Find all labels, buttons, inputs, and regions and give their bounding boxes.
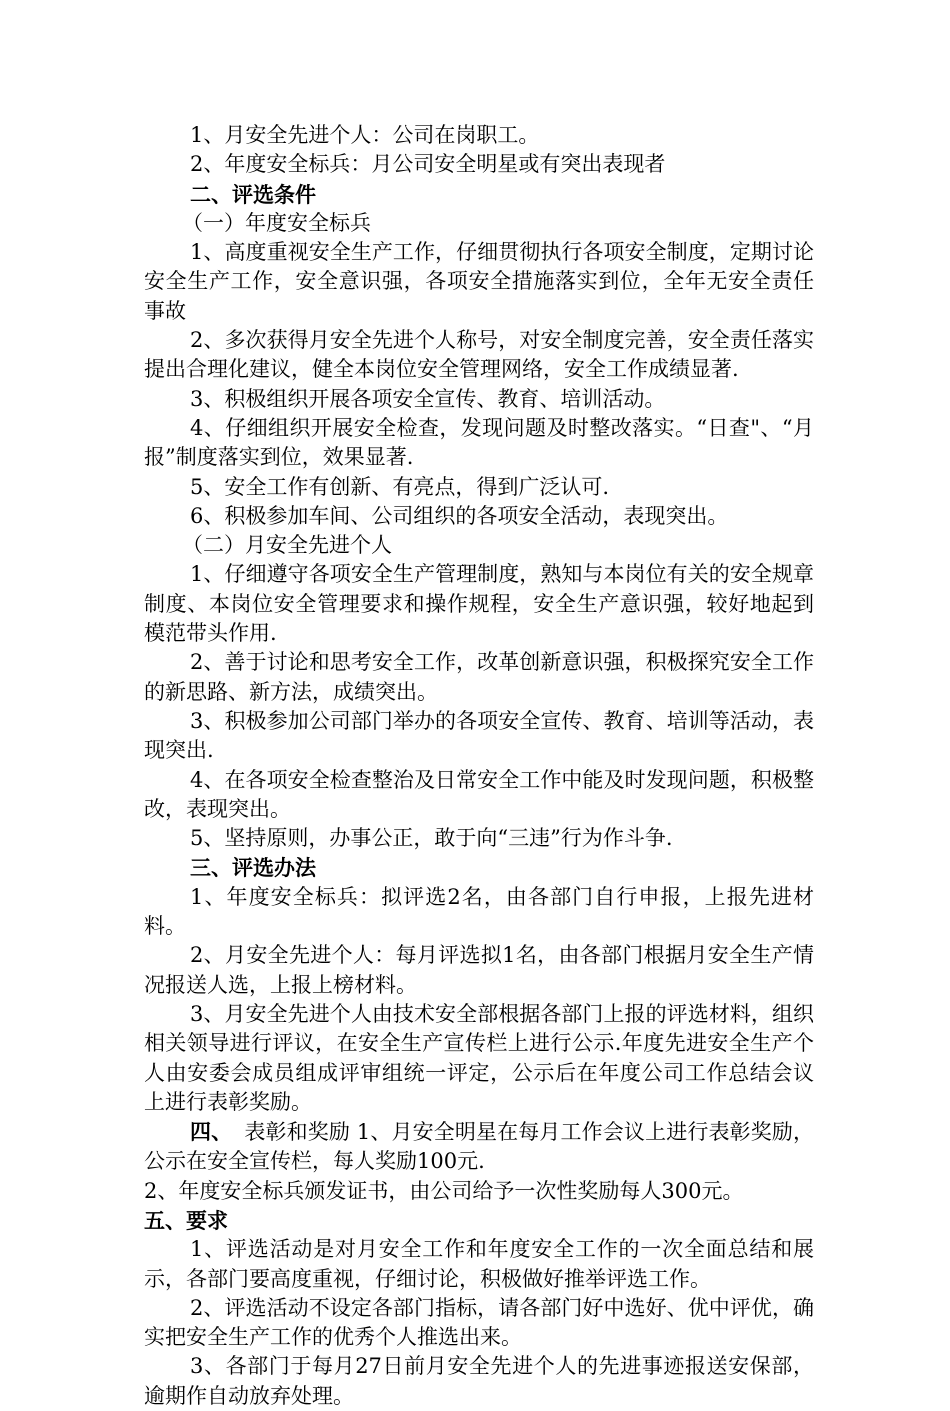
paragraph-rewards-annual: 2、年度安全标兵颁发证书，由公司给予一次性奖励每人300元。: [144, 1178, 744, 1203]
paragraph-requirement-3: 3、各部门于每月27日前月安全先进个人的先进事迹报送安保部，逾期作自动放弃处理。: [144, 1354, 814, 1408]
paragraph-method-3: 3、月安全先进个人由技术安全部根据各部门上报的评选材料，组织相关领导进行评议，在安全生产宣传栏上进行公示.年度先进安全生产个人由安委会成员组成评审组统一评定，公示后在年度公司工作总结会议上进行表彰奖励。: [144, 1001, 814, 1114]
paragraph-requirement-2: 2、评选活动不设定各部门指标，请各部门好中选好、优中评优，确实把安全生产工作的优秀个人推选出来。: [144, 1295, 814, 1350]
subsection-heading-annual: （一）年度安全标兵: [182, 210, 371, 235]
paragraph-monthly-criterion-1: 1、仔细遵守各项安全生产管理制度，熟知与本岗位有关的安全规章制度、本岗位安全管理要求和操作规程，安全生产意识强，较好地起到模范带头作用.: [144, 562, 814, 646]
paragraph-requirement-1: 1、评选活动是对月安全工作和年度安全工作的一次全面总结和展示，各部门要高度重视，仔细讨论，积极做好推举评选工作。: [144, 1237, 814, 1291]
paragraph-monthly-criterion-4: 4、在各项安全检查整治及日常安全工作中能及时发现问题，积极整改，表现突出。: [144, 767, 814, 821]
paragraph-eligibility-monthly: 1、月安全先进个人：公司在岗职工。: [190, 123, 540, 147]
section-heading-requirements: 五、要求: [144, 1207, 228, 1233]
paragraph-monthly-criterion-3: 3、积极参加公司部门举办的各项安全宣传、教育、培训等活动，表现突出.: [144, 708, 814, 763]
section-heading-method: 三、评选办法: [190, 855, 316, 881]
section-heading-rewards: 四、: [190, 1119, 233, 1145]
document-body: [144, 121, 814, 1411]
paragraph-method-1: 1、年度安全标兵：拟评选2名，由各部门自行申报，上报先进材料。: [144, 884, 814, 939]
paragraph-monthly-criterion-2: 2、善于讨论和思考安全工作，改革创新意识强，积极探究安全工作的新思路、新方法，成绩突出。: [144, 650, 814, 704]
subsection-heading-monthly: （二）月安全先进个人: [182, 533, 392, 558]
paragraph-monthly-criterion-5: 5、坚持原则，办事公正，敢于向“三违”行为作斗争.: [190, 826, 673, 851]
paragraph-annual-criterion-1: 1、高度重视安全生产工作，仔细贯彻执行各项安全制度，定期讨论安全生产工作，安全意识强，各项安全措施落实到位，全年无安全责任事故: [144, 240, 814, 323]
paragraph-rewards-text: 表彰和奖励 1、月安全明星在每月工作会议上进行表彰奖励，公示在安全宣传栏，每人奖励100元.: [144, 1120, 814, 1174]
paragraph-eligibility-annual: 2、年度安全标兵：月公司安全明星或有突出表现者: [190, 152, 666, 177]
paragraph-annual-criterion-5: 5、安全工作有创新、有亮点，得到广泛认可.: [190, 474, 610, 499]
section-heading-criteria: 二、评选条件: [190, 181, 316, 207]
paragraph-annual-criterion-3: 3、积极组织开展各项安全宣传、教育、培训活动。: [190, 386, 666, 411]
paragraph-annual-criterion-4: 4、仔细组织开展安全检查，发现问题及时整改落实。“日查"、“月报”制度落实到位，效果显著.: [144, 415, 814, 470]
paragraph-rewards: [144, 1117, 814, 1177]
paragraph-annual-criterion-2: 2、多次获得月安全先进个人称号，对安全制度完善，安全责任落实提出合理化建议，健全本岗位安全管理网络，安全工作成绩显著.: [144, 328, 814, 382]
paragraph-annual-criterion-6: 6、积极参加车间、公司组织的各项安全活动，表现突出。: [190, 503, 729, 528]
paragraph-method-2: 2、月安全先进个人：每月评选拟1名，由各部门根据月安全生产情况报送人选，上报上榜材料。: [144, 943, 814, 997]
